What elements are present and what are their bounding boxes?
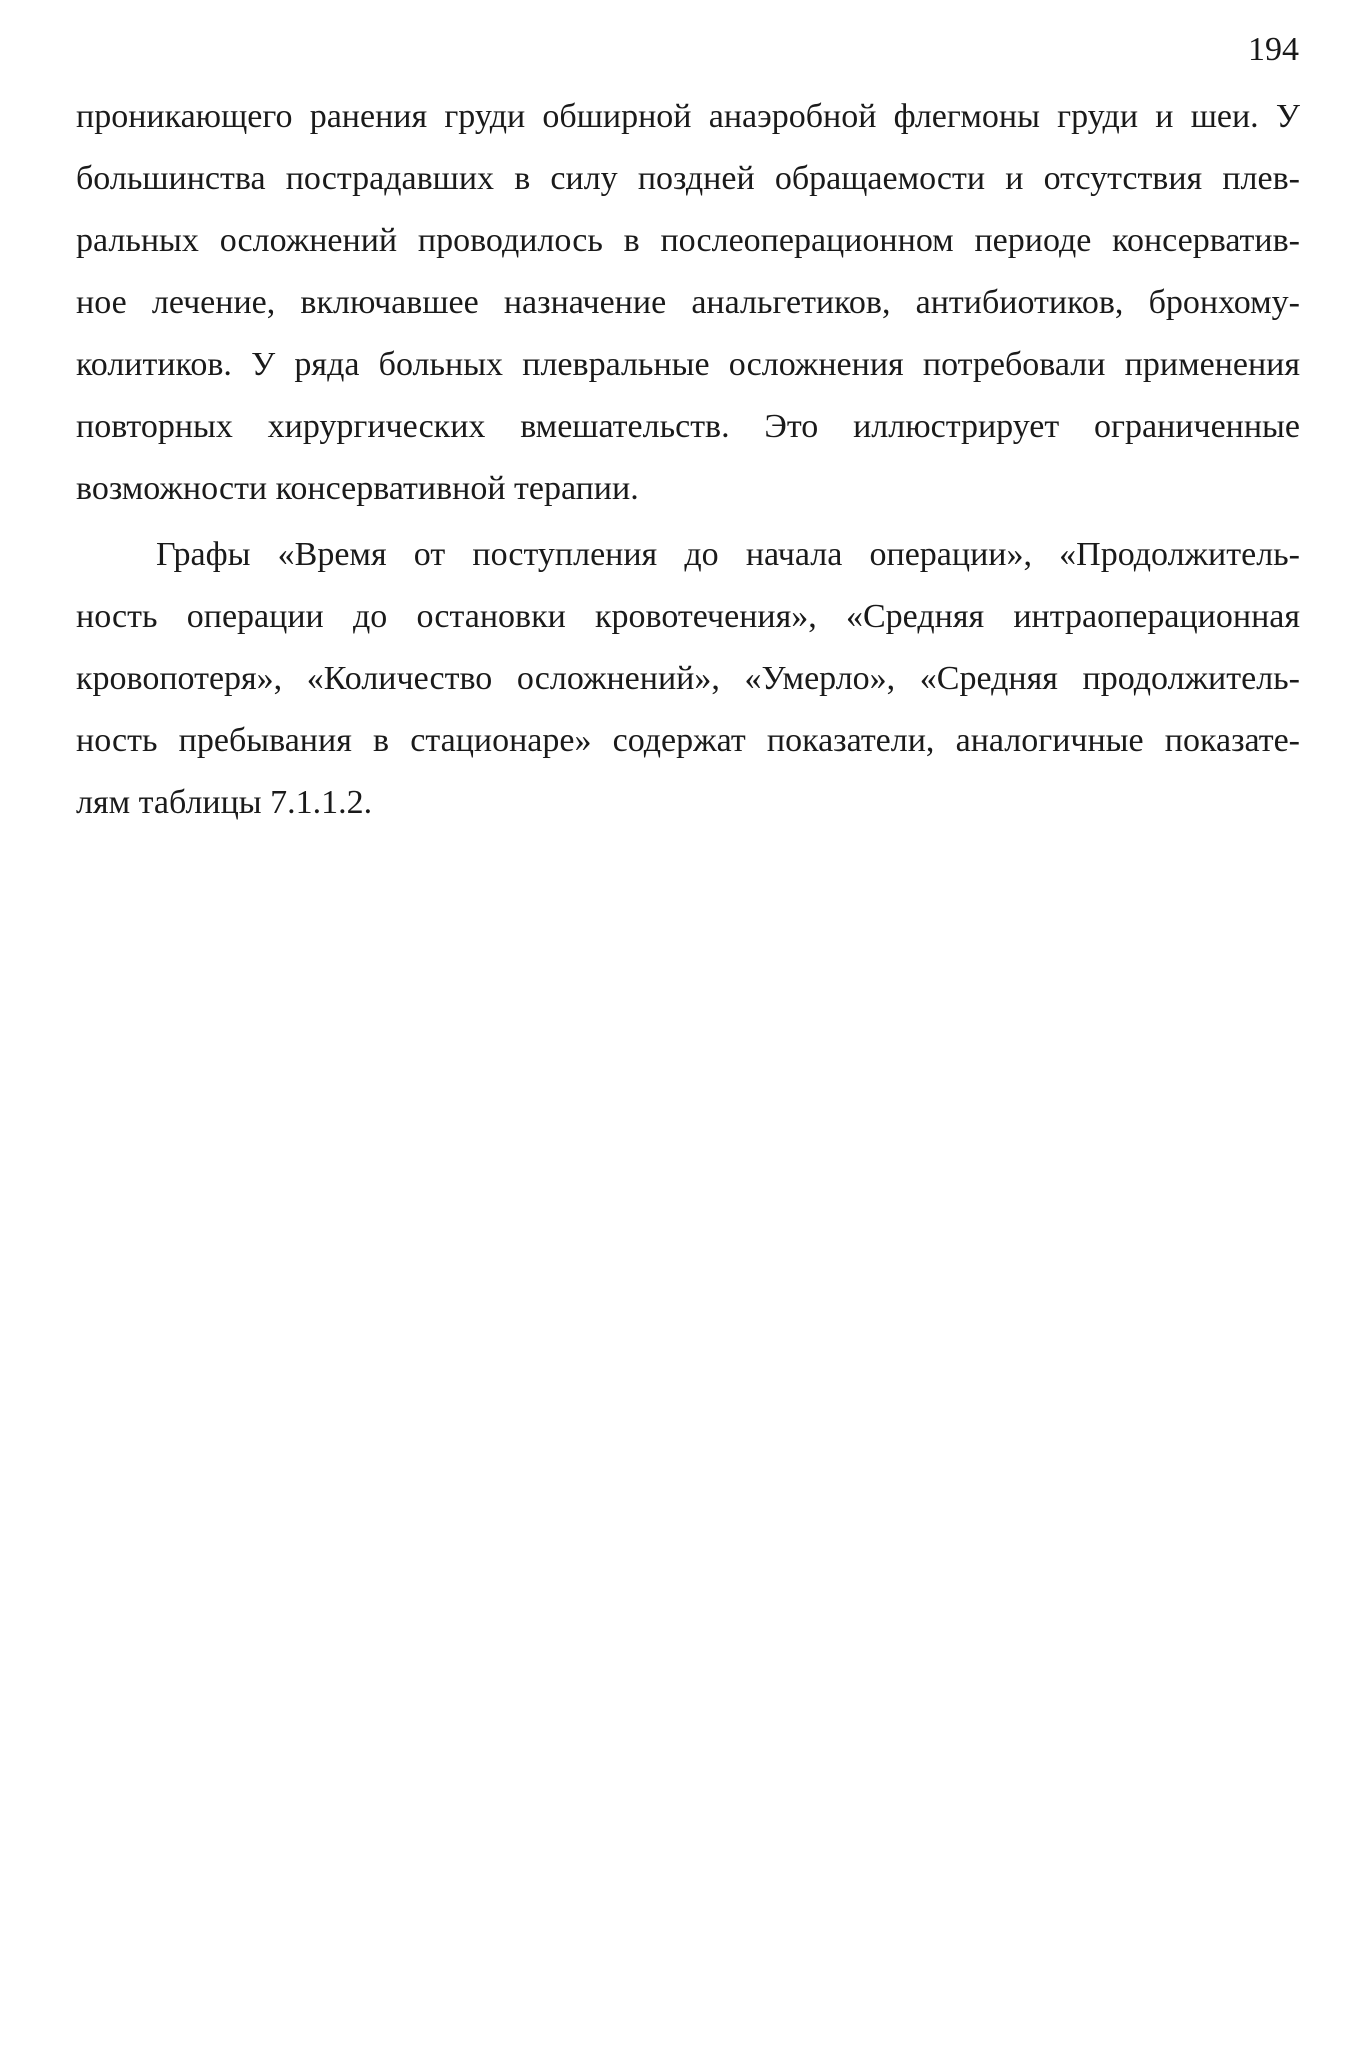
text-line: большинства пострадавших в силу поздней обращаемости и отсутствия плев- <box>76 160 1300 197</box>
text-line: возможности консервативной терапии. <box>76 470 639 507</box>
text-line: проникающего ранения груди обширной анаэробной флегмоны груди и шеи. У <box>76 98 1300 135</box>
paragraph-2 <box>76 524 1300 834</box>
text-line: повторных хирургических вмешательств. Это иллюстрирует ограниченные <box>76 408 1300 445</box>
page-number: 194 <box>1248 31 1299 68</box>
text-line: лям таблицы 7.1.1.2. <box>76 784 373 821</box>
text-line: кровопотеря», «Количество осложнений», «Умерло», «Средняя продолжитель- <box>76 660 1300 697</box>
text-line: ральных осложнений проводилось в послеоперационном периоде консерватив- <box>76 222 1300 259</box>
text-line: ность пребывания в стационаре» содержат показатели, аналогичные показате- <box>76 722 1300 759</box>
text-line: Графы «Время от поступления до начала операции», «Продолжитель- <box>156 536 1300 573</box>
paragraph-1 <box>76 86 1300 520</box>
text-line: ное лечение, включавшее назначение анальгетиков, антибиотиков, бронхому- <box>76 284 1300 321</box>
text-line: колитиков. У ряда больных плевральные осложнения потребовали применения <box>76 346 1300 383</box>
text-line: ность операции до остановки кровотечения», «Средняя интраоперационная <box>76 598 1300 635</box>
body-text <box>76 86 1300 834</box>
